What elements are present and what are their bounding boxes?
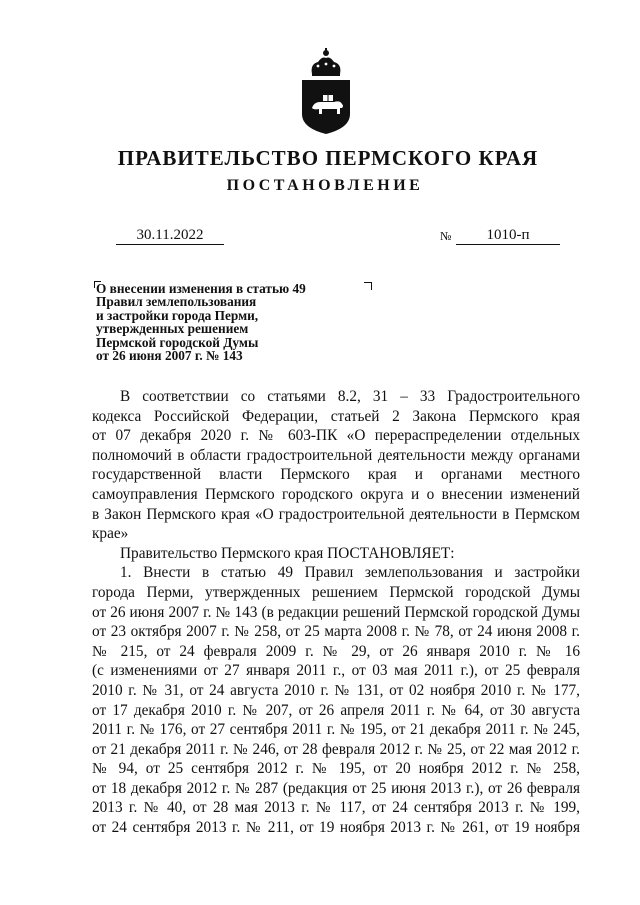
document-type: ПОСТАНОВЛЕНИЕ — [226, 177, 424, 194]
body-line: от 07 декабря 2020 г. № 603-ПК «О перераспределении отдельных — [92, 427, 580, 445]
document-body — [92, 387, 580, 838]
body-line: 1. Внести в статью 49 Правил землепользования и застройки — [120, 564, 580, 582]
document-date: 30.11.2022 — [116, 227, 224, 245]
body-line: города Перми, утвержденных решением Пермской городской Думы — [92, 583, 580, 601]
body-line: от 21 декабря 2011 г. № 246, от 28 февраля 2012 г. № 25, от 22 мая 2012 г. — [92, 740, 580, 758]
body-line: крае» — [92, 525, 129, 543]
body-line: самоуправления Пермского городского округа и о внесении изменений — [92, 485, 580, 503]
subject-line: от 26 июня 2007 г. № 143 — [96, 348, 243, 364]
body-line: (с изменениями от 27 января 2011 г., от 03 мая 2011 г.), от 25 февраля — [92, 662, 580, 680]
subject-line: Пермской городской Думы — [96, 334, 259, 350]
subject-line: О внесении изменения в статью 49 — [96, 281, 306, 296]
crown-icon — [312, 48, 341, 76]
body-line: 2011 г. № 176, от 27 сентября 2011 г. № 195, от 21 декабря 2011 г. № 245, — [92, 721, 580, 739]
body-line: 2010 г. № 31, от 24 августа 2010 г. № 131, от 02 ноября 2010 г. № 177, — [92, 681, 580, 699]
body-line: 2013 г. № 40, от 28 мая 2013 г. № 117, от 24 сентября 2013 г. № 199, — [92, 799, 580, 817]
body-line: кодекса Российской Федерации, статьей 2 Закона Пермского края — [92, 407, 580, 425]
body-line: от 23 октября 2007 г. № 258, от 25 марта 2008 г. № 78, от 24 июня 2008 г. — [92, 623, 580, 641]
body-line: государственной власти Пермского края и органами местного — [92, 466, 580, 484]
decree-line: Правительство Пермского края ПОСТАНОВЛЯЕТ: — [120, 544, 455, 562]
body-line: в Закон Пермского края «О градостроительной деятельности в Пермском — [92, 505, 580, 523]
body-line: полномочий в области градостроительной деятельности между органами — [92, 446, 580, 464]
body-line: от 18 декабря 2012 г. № 287 (редакция от 25 июня 2013 г.), от 26 февраля — [92, 779, 580, 797]
body-line: № 94, от 25 сентября 2012 г. № 195, от 20 ноября 2012 г. № 258, — [92, 760, 580, 778]
body-line: от 17 декабря 2010 г. № 207, от 26 апреля 2011 г. № 64, от 30 августа — [92, 701, 580, 719]
body-line: от 24 сентября 2013 г. № 211, от 19 ноября 2013 г. № 261, от 19 ноября — [92, 819, 580, 837]
subject-line: Правил землепользования — [96, 294, 257, 310]
number-label: № — [440, 229, 452, 243]
body-line: № 215, от 24 февраля 2009 г. № 29, от 26 января 2010 г. № 16 — [92, 642, 580, 660]
body-line: В соответствии со статьями 8.2, 31 – 33 Градостроительного — [120, 388, 580, 405]
subject-line: и застройки города Перми, — [96, 307, 259, 323]
subject-line: утвержденных решением — [96, 321, 249, 337]
organization-title: ПРАВИТЕЛЬСТВО ПЕРМСКОГО КРАЯ — [117, 146, 539, 170]
document-subject — [96, 282, 306, 362]
perm-krai-coat-of-arms — [296, 48, 356, 134]
body-line: от 26 июня 2007 г. № 143 (в редакции решений Пермской городской Думы — [92, 603, 580, 621]
subject-bracket-right — [364, 282, 372, 290]
document-number: 1010-п — [456, 227, 560, 245]
